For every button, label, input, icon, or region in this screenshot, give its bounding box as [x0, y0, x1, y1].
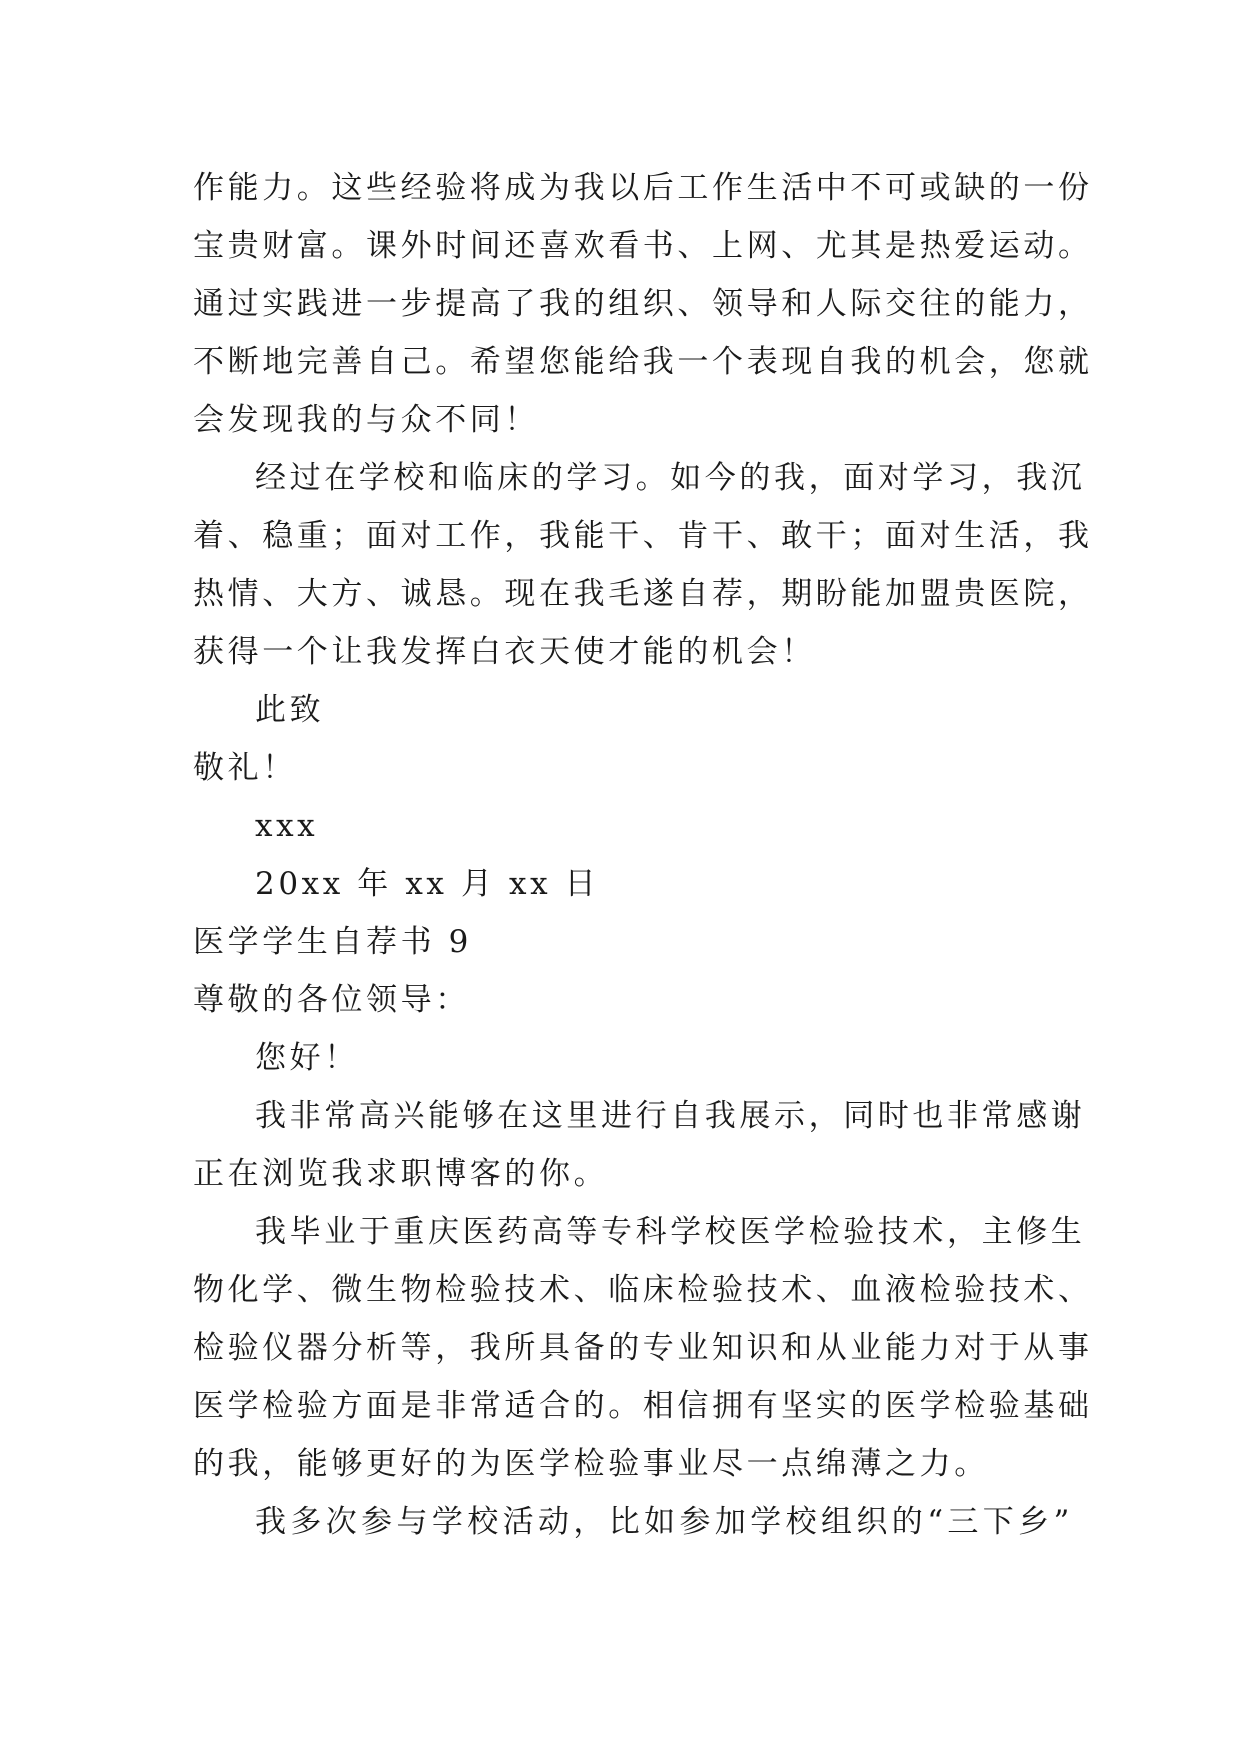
text-line: 作能力。这些经验将成为我以后工作生活中不可或缺的一份 [193, 170, 1093, 206]
text-line: 医学检验方面是非常适合的。相信拥有坚实的医学检验基础 [193, 1388, 1093, 1424]
paragraph-start-line: 经过在学校和临床的学习。如今的我，面对学习，我沉 [255, 460, 1086, 496]
text-line: 物化学、微生物检验技术、临床检验技术、血液检验技术、 [193, 1272, 1093, 1308]
section-title: 医学学生自荐书 9 [193, 924, 472, 960]
greeting-addressee: 尊敬的各位领导： [193, 982, 470, 1018]
text-line: 热情、大方、诚恳。现在我毛遂自荐，期盼能加盟贵医院， [193, 576, 1093, 612]
greeting: 您好！ [255, 1040, 359, 1076]
paragraph-start-line: 我非常高兴能够在这里进行自我展示，同时也非常感谢 [255, 1098, 1086, 1134]
text-line: 正在浏览我求职博客的你。 [193, 1156, 609, 1192]
text-line: 的我，能够更好的为医学检验事业尽一点绵薄之力。 [193, 1446, 989, 1482]
closing-regards: 敬礼！ [193, 750, 297, 786]
signature-name: xxx [255, 808, 319, 844]
text-line: 会发现我的与众不同！ [193, 402, 539, 438]
text-line: 着、稳重；面对工作，我能干、肯干、敢干；面对生活，我 [193, 518, 1093, 554]
text-line: 通过实践进一步提高了我的组织、领导和人际交往的能力， [193, 286, 1093, 322]
text-line: 检验仪器分析等，我所具备的专业知识和从业能力对于从事 [193, 1330, 1093, 1366]
paragraph-start-line: 我毕业于重庆医药高等专科学校医学检验技术，主修生 [255, 1214, 1086, 1250]
closing-salutation: 此致 [255, 692, 325, 728]
text-line: 获得一个让我发挥白衣天使才能的机会！ [193, 634, 816, 670]
text-line: 不断地完善自己。希望您能给我一个表现自我的机会，您就 [193, 344, 1093, 380]
signature-date: 20xx 年 xx 月 xx 日 [255, 866, 600, 902]
paragraph-start-line: 我多次参与学校活动，比如参加学校组织的“三下乡” [255, 1504, 1073, 1540]
text-line: 宝贵财富。课外时间还喜欢看书、上网、尤其是热爱运动。 [193, 228, 1093, 264]
